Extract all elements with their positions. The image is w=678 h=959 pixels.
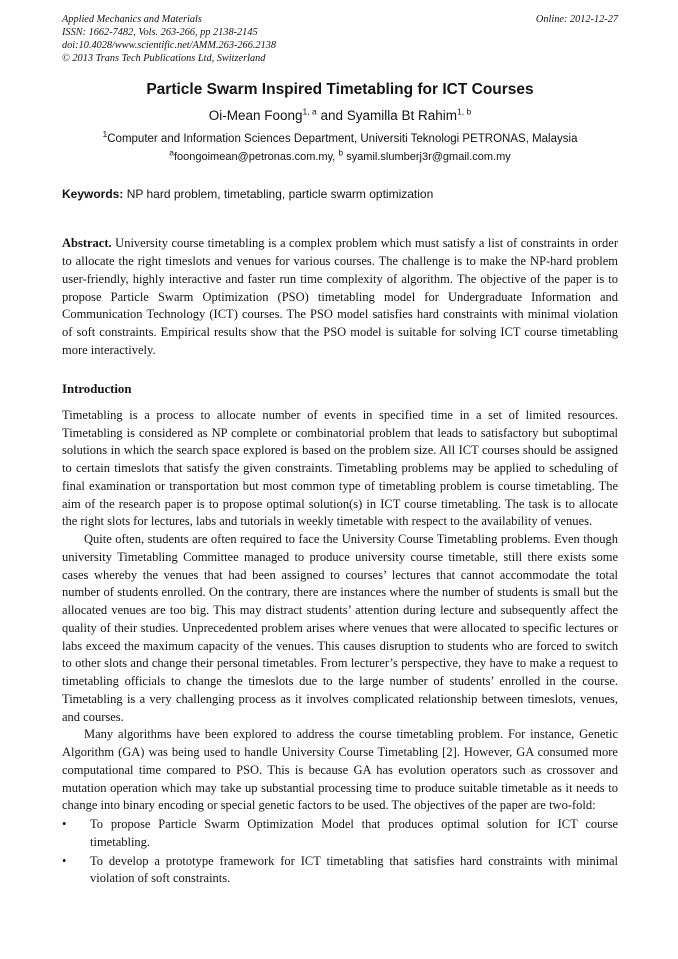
author-2-name: Syamilla Bt Rahim <box>346 108 458 124</box>
affiliation-sup: 1 <box>102 129 108 140</box>
author-1-name: Oi-Mean Foong <box>208 108 303 124</box>
abstract-label: Abstract. <box>62 236 112 251</box>
journal-copyright: © 2013 Trans Tech Publications Ltd, Switzerland <box>62 52 266 64</box>
keywords-text: NP hard problem, timetabling, particle swarm optimization <box>126 187 434 202</box>
objective-2-text: To develop a prototype framework for ICT timetabling that satisfies hard constraints with minimal violation of soft constraints. <box>90 853 618 886</box>
journal-header <box>62 14 618 65</box>
introduction-paragraph-3: Many algorithms have been explored to address the course timetabling problem. For instance, Genetic Algorithm (GA) was being used to handle University Course Timetabling [2]. However, GA consumed more computational time compared to PSO. This is because GA has evolution operators such as crossover and mutation operation which may take up substantial processing time to produce suitable timetable as it needs to change into binary encoding or special genetic factors to be used. The objectives of the paper are two-fold: <box>62 727 618 813</box>
journal-issn-volume: ISSN: 1662-7482, Vols. 263-266, pp 2138-2145 <box>62 26 258 38</box>
introduction-paragraph-2: Quite often, students are often required to face the University Course Timetabling problems. Even though university Timetabling Committee managed to produce university course timetable, still there exists some cases whereby the venues that had been assigned to courses’ lectures that cannot accommodate the total number of students enrolled. On the contrary, there are instances where the number of students is small but the allocated venues are too big. This may distract students’ attention during lecture and subsequently affect the quality of their studies. Unprecedented problem arises where venues that were allocated to specific lectures or labs exceed the maximum capacity of the venues. This causes disruption to students who are forced to switch to other slots and change their personal timetables. From lecturer’s perspective, they have to make a request to timetabling officials to change the timeslots due to the large number of students’ enrolled in the course. Timetabling is a very challenging process as it involves complicated relationship between timeslots, venues, and courses. <box>62 532 618 724</box>
bullet-icon: • <box>62 817 67 832</box>
journal-doi: doi:10.4028/www.scientific.net/AMM.263-266.2138 <box>62 39 277 51</box>
objective-list-item-2 <box>62 853 618 889</box>
emails-line <box>62 147 618 164</box>
affiliation-line <box>62 129 618 146</box>
paper-body <box>62 235 618 888</box>
paper-title: Particle Swarm Inspired Timetabling for ICT Courses <box>146 81 534 99</box>
abstract-text: University course timetabling is a complex problem which must satisfy a list of constraints in order to allocate the right timeslots and venues for various courses. The challenge is to make the NP-hard problem user-friendly, highly interactive and faster run time complexity of algorithm. The objective of the paper is to propose Particle Swarm Optimization (PSO) timetabling model for Undergraduate Information and Communication Technology (ICT) courses. The PSO model satisfies hard constraints with minimal violation of soft constraints. Empirical results show that the PSO model is suitable for solving ICT course timetabling more interactively. <box>62 236 618 357</box>
author-1-affiliation-sup: 1, a <box>302 106 317 117</box>
section-heading-introduction: Introduction <box>62 381 132 396</box>
authors-separator: and <box>316 108 347 124</box>
introduction-paragraph-1: Timetabling is a process to allocate number of events in specified time in a set of limited resources. Timetabling is considered as NP complete or combinatorial problem that leads to satisfactory but suboptimal solutions in which the search space explored is based on the problem size. All ICT courses should be assigned to certain timeslots that satisfy the given constraints. Timetabling problems may be applied to scheduling of final examination or transportation but most common type of timetabling problem is course timetabling. The aim of the research paper is to propose optimal solution(s) in ICT course timetabling. The task is to allocate the right slots for lectures, labs and tutorials in weekly timetable with respect to the availability of venues. <box>62 407 618 529</box>
email-a-address: foongoimean@petronas.com.my, <box>173 151 336 164</box>
bullet-icon: • <box>62 853 67 868</box>
journal-info <box>62 14 276 65</box>
author-2-affiliation-sup: 1, b <box>457 106 472 117</box>
objective-1-text: To propose Particle Swarm Optimization Model that produces optimal solution for ICT course timetabling. <box>90 817 618 849</box>
keywords-line <box>62 187 618 201</box>
abstract-paragraph <box>62 235 618 359</box>
affiliation-text: Computer and Information Sciences Department, Universiti Teknologi PETRONAS, Malaysia <box>107 133 578 146</box>
email-b-sup: b <box>338 147 344 158</box>
authors-line <box>62 108 618 123</box>
keywords-label: Keywords: <box>62 187 124 202</box>
online-date: Online: 2012-12-27 <box>535 14 618 25</box>
email-a-sup: a <box>169 147 174 158</box>
journal-name: Applied Mechanics and Materials <box>62 14 202 25</box>
email-b-address: syamil.slumberj3r@gmail.com.my <box>346 151 511 164</box>
objective-list-item-1 <box>62 816 618 852</box>
